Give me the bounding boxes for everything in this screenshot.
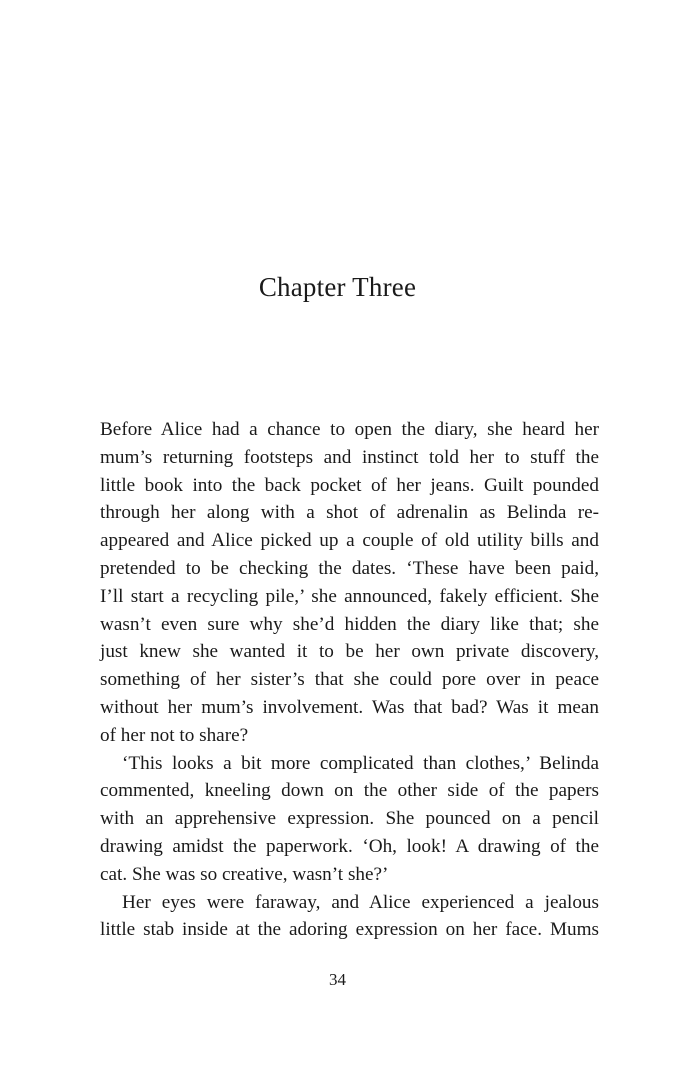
text-line: without her mum’s involvement. Was that bad? Was it mean xyxy=(100,696,599,718)
text-line: commented, kneeling down on the other side of the papers xyxy=(100,780,599,802)
text-line: Her eyes were faraway, and Alice experienced a jealous xyxy=(122,891,599,913)
text-line: I’ll start a recycling pile,’ she announced, fakely efficient. She xyxy=(100,585,599,607)
text-line: wasn’t even sure why she’d hidden the diary like that; she xyxy=(100,613,599,635)
text-line: with an apprehensive expression. She pounced on a pencil xyxy=(100,808,599,830)
text-line: something of her sister’s that she could pore over in peace xyxy=(100,669,599,691)
text-line: appeared and Alice picked up a couple of old utility bills and xyxy=(100,530,599,552)
text-line: pretended to be checking the dates. ‘These have been paid, xyxy=(100,557,599,579)
chapter-title: Chapter Three xyxy=(258,272,417,302)
text-line: ‘This looks a bit more complicated than clothes,’ Belinda xyxy=(122,752,599,774)
text-line: Before Alice had a chance to open the diary, she heard her xyxy=(100,419,599,440)
text-line: cat. She was so creative, wasn’t she?’ xyxy=(100,863,389,885)
chapter-body xyxy=(100,416,599,944)
text-line: of her not to share? xyxy=(100,724,249,746)
page-number: 34 xyxy=(329,970,346,989)
text-line: little stab inside at the adoring expression on her face. Mums xyxy=(100,919,599,941)
text-line: just knew she wanted it to be her own private discovery, xyxy=(100,641,599,663)
text-line: mum’s returning footsteps and instinct told her to stuff the xyxy=(100,446,599,468)
text-line: through her along with a shot of adrenalin as Belinda re- xyxy=(100,502,599,524)
text-line: drawing amidst the paperwork. ‘Oh, look! A drawing of the xyxy=(100,835,599,857)
text-line: little book into the back pocket of her jeans. Guilt pounded xyxy=(100,474,599,496)
